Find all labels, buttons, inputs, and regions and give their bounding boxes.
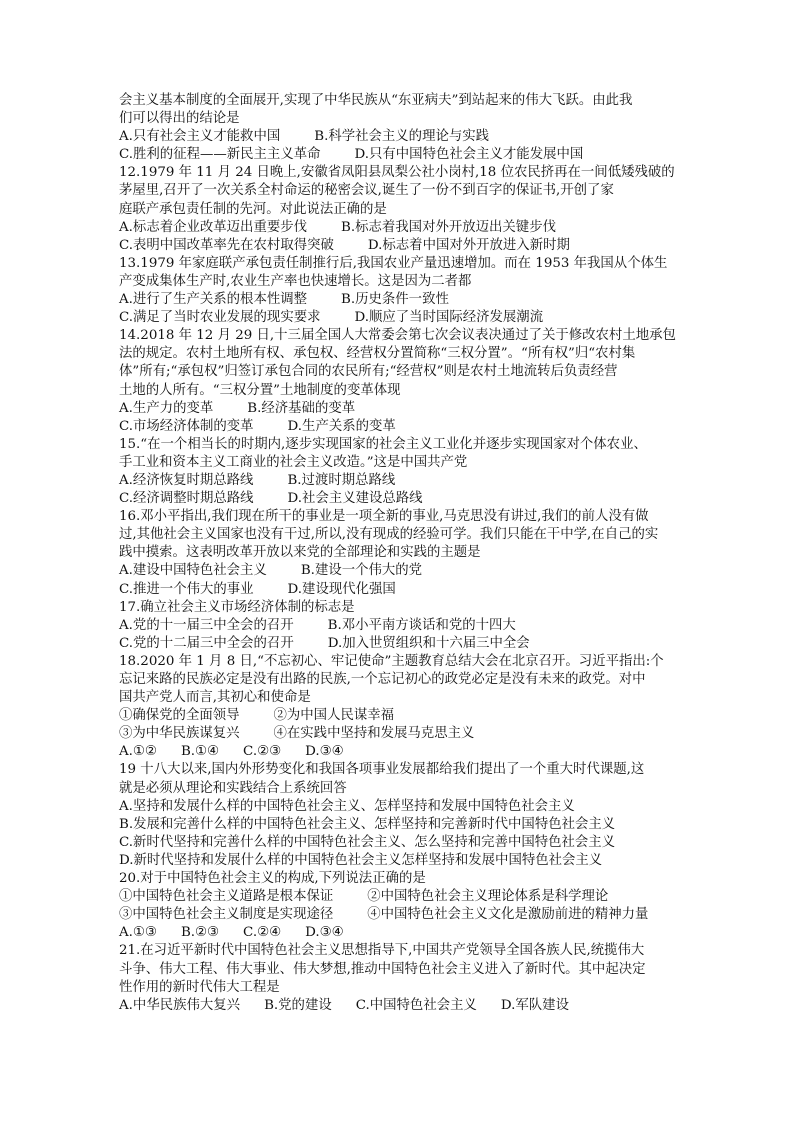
text-line	[119, 834, 699, 852]
option-text: D.加入世贸组织和十六届三中全会	[327, 635, 530, 651]
option-line	[119, 291, 699, 309]
option-text: B.邓小平南方谈话和党的十四大	[327, 617, 516, 633]
option-text: D.只有中国特色社会主义才能发展中国	[354, 147, 584, 163]
option-text: ②中国特色社会主义理论体系是科学理论	[367, 889, 609, 905]
text-line	[119, 508, 699, 526]
option-text: A.建设中国特色社会主义	[119, 563, 267, 579]
option-line	[119, 888, 699, 906]
option-text: ③中国特色社会主义制度是实现途径	[119, 907, 334, 923]
option-text: A.①②	[119, 744, 157, 760]
text-line	[119, 961, 699, 979]
paragraph-text: C.新时代坚持和完善什么样的中国特色社会主义、怎么坚持和完善中国特色社会主义	[119, 834, 616, 850]
option-text: ③为中华民族谋复兴	[119, 726, 240, 742]
paragraph-text: 19 十八大以来,国内外形势变化和我国各项事业发展都给我们提出了一个重大时代课题,这	[119, 762, 645, 778]
option-line	[119, 707, 699, 725]
paragraph-text: 过,其他社会主义国家也没有干过,所以,没有现成的经验可学。我们只能在干中学,在自己的实	[119, 527, 659, 543]
option-text: B.②③	[180, 925, 220, 941]
option-line	[119, 617, 699, 635]
option-text: A.①③	[119, 925, 157, 941]
paragraph-text: 们可以得出的结论是	[119, 111, 240, 127]
option-line	[119, 581, 699, 599]
text-line	[119, 345, 699, 363]
paragraph-text: D.新时代坚持和发展什么样的中国特色社会主义怎样坚持和发展中国特色社会主义	[119, 852, 603, 868]
paragraph-text: A.坚持和发展什么样的中国特色社会主义、怎样坚持和发展中国特色社会主义	[119, 798, 575, 814]
option-text: A.标志着企业改革迈出重要步伐	[119, 219, 308, 235]
option-line	[119, 490, 699, 508]
text-line	[119, 671, 699, 689]
option-text: A.进行了生产关系的根本性调整	[119, 292, 308, 308]
paragraph-text: 性作用的新时代伟大工程是	[119, 979, 280, 995]
option-line	[119, 906, 699, 924]
option-text: D.顺应了当时国际经济发展潮流	[354, 310, 544, 326]
option-text: B.①④	[180, 744, 220, 760]
paragraph-text: 20.对于中国特色社会主义的构成,下列说法正确的是	[119, 871, 426, 887]
text-line	[119, 110, 699, 128]
text-line	[119, 164, 699, 182]
paragraph-text: 产变成集体生产时,农业生产率也快速增长。这是因为二者都	[119, 273, 472, 289]
option-text: A.中华民族伟大复兴	[119, 997, 241, 1013]
option-line	[119, 309, 699, 327]
option-text: D.③④	[305, 925, 344, 941]
text-line	[119, 327, 699, 345]
paragraph-text: 践中摸索。这表明改革开放以来党的全部理论和实践的主题是	[119, 545, 481, 561]
option-text: C.②③	[243, 744, 282, 760]
option-text: D.军队建设	[500, 997, 569, 1013]
paragraph-text: 手工业和资本主义工商业的社会主义改造。”这是中国共产党	[119, 454, 468, 470]
paragraph-text: 12.1979 年 11 月 24 日晚上,安徽省凤阳县凤梨公社小岗村,18 位农民挤再在一间低矮残破的	[119, 165, 675, 181]
text-line	[119, 780, 699, 798]
text-line	[119, 870, 699, 888]
option-text: B.标志着我国对外开放迈出关键步伐	[341, 219, 556, 235]
option-line	[119, 219, 699, 237]
paragraph-text: 体”所有;“承包权”归签订承包合同的农民所有;“经营权”则是农村土地流转后负责经营	[119, 364, 618, 380]
option-text: C.市场经济体制的变革	[119, 418, 254, 434]
text-line	[119, 273, 699, 291]
option-line	[119, 725, 699, 743]
paragraph-text: 茅屋里,召开了一次关系全村命运的秘密会议,诞生了一份不到百字的保证书,开创了家	[119, 183, 614, 199]
text-line	[119, 761, 699, 779]
option-text: C.胜利的征程——新民主主义革命	[119, 147, 321, 163]
option-text: D.③④	[305, 744, 344, 760]
option-text: B.建设一个伟大的党	[300, 563, 423, 579]
paragraph-text: 14.2018 年 12 月 29 日,十三届全国人大常委会第七次会议表决通过了关于修改农村土地承包	[119, 328, 676, 344]
paragraph-text: 法的规定。农村土地所有权、承包权、经营权分置简称“三权分置”。“所有权”归“农村集	[119, 346, 636, 362]
paragraph-text: 21.在习近平新时代中国特色社会主义思想指导下,中国共产党领导全国各族人民,统揽伟大	[119, 943, 645, 959]
option-text: ①中国特色社会主义道路是根本保证	[119, 889, 334, 905]
text-line	[119, 979, 699, 997]
option-text: C.推进一个伟大的事业	[119, 581, 254, 597]
text-line	[119, 363, 699, 381]
option-text: A.经济恢复时期总路线	[119, 472, 254, 488]
paragraph-text: B.发展和完善什么样的中国特色社会主义、怎样坚持和完善新时代中国特色社会主义	[119, 816, 616, 832]
paragraph-text: 忘记来路的民族必定是没有出路的民族,一个忘记初心的政党必定是没有未来的政党。对中	[119, 672, 646, 687]
text-line	[119, 544, 699, 562]
option-text: B.党的建设	[264, 997, 332, 1013]
option-text: A.党的十一届三中全会的召开	[119, 617, 294, 633]
option-text: C.表明中国改革率先在农村取得突破	[119, 237, 334, 253]
option-line	[119, 997, 699, 1015]
option-line	[119, 472, 699, 490]
option-line	[119, 128, 699, 146]
text-line	[119, 201, 699, 219]
text-line	[119, 798, 699, 816]
paragraph-text: 就是必须从理论和实践结合上系统回答	[119, 780, 347, 796]
option-text: D.标志着中国对外开放进入新时期	[367, 237, 570, 253]
paragraph-text: 庭联产承包责任制的先河。对此说法正确的是	[119, 201, 387, 217]
paragraph-text: 17.确立社会主义市场经济体制的标志是	[119, 599, 355, 615]
paragraph-text: 18.2020 年 1 月 8 日,“不忘初心、牢记使命”主题教育总结大会在北京召开。习近平指出:个	[119, 653, 664, 669]
option-text: B.经济基础的变革	[247, 400, 356, 416]
option-text: ④在实践中坚持和发展马克思主义	[273, 726, 475, 742]
option-line	[119, 418, 699, 436]
option-text: D.社会主义建设总路线	[287, 491, 423, 507]
option-text: D.生产关系的变革	[287, 418, 396, 434]
option-line	[119, 562, 699, 580]
option-text: A.生产力的变革	[119, 400, 214, 416]
text-line	[119, 92, 699, 110]
option-line	[119, 924, 699, 942]
option-text: ②为中国人民谋幸福	[273, 708, 395, 724]
option-text: C.经济调整时期总路线	[119, 491, 254, 507]
text-line	[119, 689, 699, 707]
text-line	[119, 454, 699, 472]
option-text: ④中国特色社会主义文化是激励前进的精神力量	[367, 907, 649, 923]
option-text: ①确保党的全面领导	[119, 708, 240, 724]
option-text: C.②④	[243, 925, 282, 941]
text-line	[119, 382, 699, 400]
text-line	[119, 852, 699, 870]
text-line	[119, 816, 699, 834]
option-line	[119, 146, 699, 164]
paragraph-text: 会主义基本制度的全面展开,实现了中华民族从“东亚病夫”到站起来的伟大飞跃。由此我	[119, 93, 633, 108]
text-line	[119, 599, 699, 617]
option-text: B.历史条件一致性	[341, 292, 449, 308]
paragraph-text: 16.邓小平指出,我们现在所干的事业是一项全新的事业,马克思没有讲过,我们的前人没有做	[119, 509, 649, 525]
option-text: D.建设现代化强国	[287, 581, 396, 597]
paragraph-text: 15.“在一个相当长的时期内,逐步实现国家的社会主义工业化并逐步实现国家对个体农业、	[119, 436, 647, 452]
text-line	[119, 526, 699, 544]
option-line	[119, 237, 699, 255]
text-line	[119, 653, 699, 671]
paragraph-text: 斗争、伟大工程、伟大事业、伟大梦想,推动中国特色社会主义进入了新时代。其中起决定	[119, 961, 646, 977]
paragraph-text: 国共产党人而言,其初心和使命是	[119, 690, 311, 706]
option-text: C.满足了当时农业发展的现实要求	[119, 310, 321, 326]
paragraph-text: 土地的人所有。“三权分置”土地制度的变革体现	[119, 382, 401, 398]
option-text: C.中国特色社会主义	[355, 997, 477, 1013]
option-text: B.过渡时期总路线	[287, 472, 396, 488]
option-text: C.党的十二届三中全会的召开	[119, 635, 294, 651]
option-line	[119, 743, 699, 761]
text-line	[119, 436, 699, 454]
option-text: A.只有社会主义才能救中国	[119, 129, 281, 145]
exam-page	[119, 92, 699, 1015]
paragraph-text: 13.1979 年家庭联产承包责任制推行后,我国农业产量迅速增加。而在 1953 年我国从个体生	[119, 255, 668, 271]
text-line	[119, 942, 699, 960]
text-line	[119, 182, 699, 200]
option-line	[119, 635, 699, 653]
option-text: B.科学社会主义的理论与实践	[314, 129, 490, 145]
option-line	[119, 400, 699, 418]
text-line	[119, 255, 699, 273]
